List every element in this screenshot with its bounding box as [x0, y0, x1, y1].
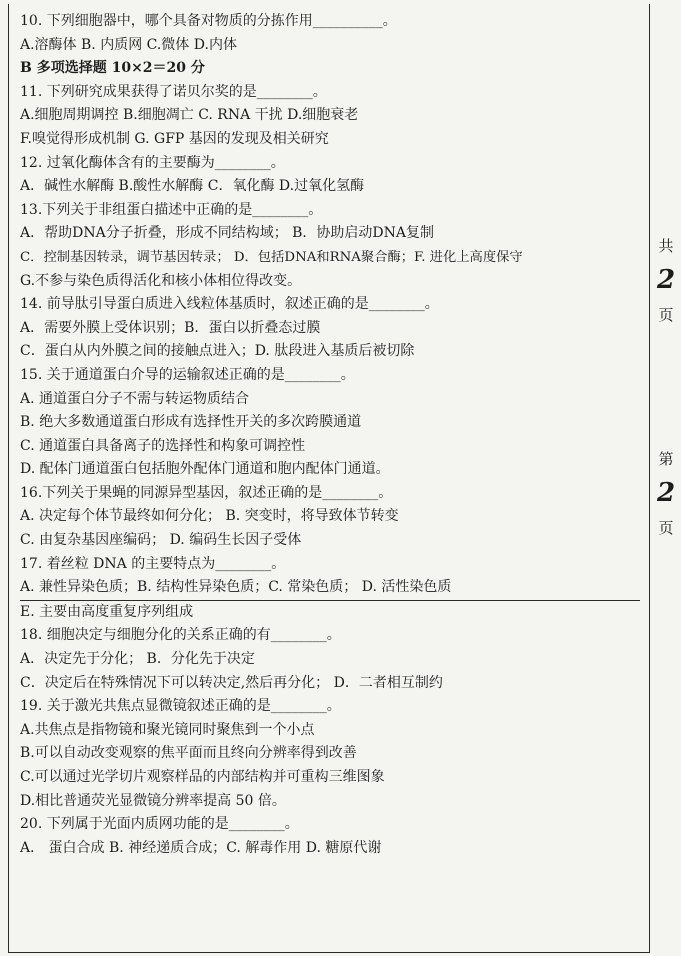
question-19-option-d: D.相比普通荧光显微镜分辨率提高 50 倍。: [20, 792, 286, 809]
question-18-options-2: C．决定后在特殊情况下可以转决定,然后再分化； D．二者相互制约: [20, 674, 443, 691]
question-19-option-b: B.可以自动改变观察的焦平面而且终向分辨率得到改善: [20, 745, 357, 762]
question-12: 12. 过氧化酶体含有的主要酶为________。: [20, 154, 285, 171]
question-15-option-d: D. 配体门通道蛋白包括胞外配体门通道和胞内配体门通道。: [20, 461, 390, 478]
question-20: 20. 下列属于光面内质网功能的是________。: [20, 816, 299, 833]
question-13-options-1: A．帮助DNA分子折叠，形成不同结构域； B．协助启动DNA复制: [20, 225, 435, 242]
question-10-options: A.溶酶体 B. 内质网 C.微体 D.内体: [20, 36, 237, 53]
total-pages-marker: [652, 235, 680, 325]
question-18-options-1: A．决定先于分化； B．分化先于决定: [20, 651, 255, 668]
question-20-options: A． 蛋白合成 B. 神经递质合成；C. 解毒作用 D. 糖原代谢: [20, 839, 382, 856]
question-17: 17. 着丝粒 DNA 的主要特点为________。: [20, 555, 286, 572]
question-15: 15. 关于通道蛋白介导的运输叙述正确的是________。: [20, 366, 355, 383]
question-13-options-2: C．控制基因转录，调节基因转录； D．包括DNA和RNA聚合酶；F. 进化上高度保守: [20, 249, 523, 265]
question-12-options: A．碱性水解酶 B.酸性水解酶 C．氧化酶 D.过氧化氢酶: [20, 178, 365, 195]
question-14-options-2: C．蛋白从内外膜之间的接触点进入；D. 肽段进入基质后被切除: [20, 343, 415, 360]
total-pages-number: 2: [656, 265, 676, 295]
total-label: 共: [658, 237, 674, 255]
question-17-options: A. 兼性异染色质；B. 结构性异染色质；C. 常染色质； D. 活性染色质: [20, 576, 640, 601]
question-15-option-c: C. 通道蛋白具备离子的选择性和构象可调控性: [20, 437, 306, 454]
question-19-option-c: C.可以通过光学切片观察样品的内部结构并可重构三维图象: [20, 769, 385, 785]
question-17-option-e: E. 主要由高度重复序列组成: [20, 603, 194, 620]
question-15-option-b: B. 绝大多数通道蛋白形成有选择性开关的多次跨膜通道: [20, 414, 362, 431]
exam-content: [20, 10, 640, 860]
page-label: 第: [658, 450, 674, 468]
question-11-options-1: A.细胞周期调控 B.细胞凋亡 C. RNA 干扰 D.细胞衰老: [20, 107, 359, 124]
question-15-option-a: A. 通道蛋白分子不需与转运物质结合: [20, 390, 250, 407]
section-heading: B 多项选择题 10×2＝20 分: [20, 60, 205, 77]
current-page-number: 2: [656, 478, 676, 508]
question-13: 13.下列关于非组蛋白描述中正确的是________。: [20, 201, 323, 218]
current-page-unit: 页: [658, 519, 674, 537]
question-13-options-3: G.不参与染色质得活化和核小体相位得改变。: [20, 272, 302, 289]
total-pages-unit: 页: [658, 306, 674, 324]
question-11-options-2: F.嗅觉得形成机制 G. GFP 基因的发现及相关研究: [20, 130, 329, 147]
question-11: 11. 下列研究成果获得了诺贝尔奖的是________。: [20, 83, 327, 100]
question-16-options-1: A. 决定每个体节最终如何分化； B. 突变时，将导致体节转变: [20, 508, 399, 525]
question-19-option-a: A.共焦点是指物镜和聚光镜同时聚焦到一个小点: [20, 721, 315, 738]
question-18: 18. 细胞决定与细胞分化的关系正确的有________。: [20, 627, 341, 644]
current-page-marker: [652, 448, 680, 538]
question-16: 16.下列关于果蝇的同源异型基因，叙述正确的是________。: [20, 484, 393, 501]
question-16-options-2: C. 由复杂基因座编码； D. 编码生长因子受体: [20, 532, 302, 549]
question-14: 14. 前导肽引导蛋白质进入线粒体基质时，叙述正确的是________。: [20, 296, 439, 313]
question-10: 10. 下列细胞器中，哪个具备对物质的分拣作用__________。: [20, 13, 397, 29]
question-14-options-1: A．需要外膜上受体识别；B．蛋白以折叠态过膜: [20, 319, 321, 336]
question-19: 19. 关于激光共焦点显微镜叙述正确的是________。: [20, 698, 341, 715]
